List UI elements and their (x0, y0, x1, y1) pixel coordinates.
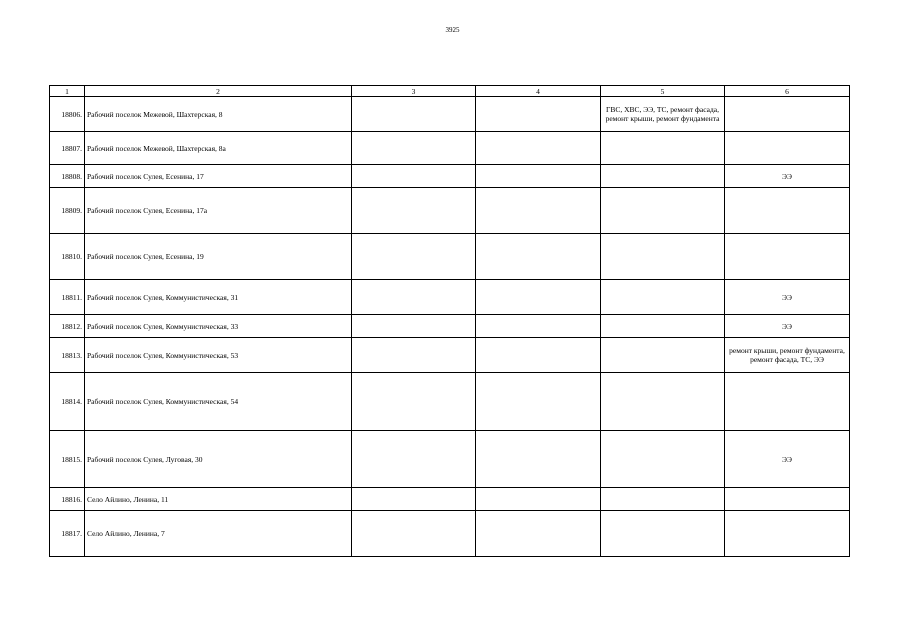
row-col4 (476, 373, 601, 431)
row-col4 (476, 188, 601, 234)
table-row (50, 338, 850, 373)
row-col6: ЭЭ (725, 165, 850, 188)
table-row (50, 315, 850, 338)
row-col6 (725, 188, 850, 234)
row-number: 18806. (50, 97, 85, 132)
table-row (50, 280, 850, 315)
column-header: 4 (476, 86, 601, 97)
table-row (50, 188, 850, 234)
row-number: 18810. (50, 234, 85, 280)
row-address: Рабочий поселок Сулея, Есенина, 17 (85, 165, 352, 188)
row-col5 (601, 165, 725, 188)
row-col4 (476, 511, 601, 557)
row-address: Рабочий поселок Сулея, Луговая, 30 (85, 431, 352, 488)
row-col3 (352, 431, 476, 488)
row-col6: ремонт крыши, ремонт фундамента, ремонт фасада, ТС, ЭЭ (725, 338, 850, 373)
row-col4 (476, 280, 601, 315)
row-col5 (601, 373, 725, 431)
row-col6: ЭЭ (725, 431, 850, 488)
row-col6 (725, 488, 850, 511)
table-row (50, 373, 850, 431)
row-col3 (352, 511, 476, 557)
row-col6 (725, 373, 850, 431)
row-col6: ЭЭ (725, 315, 850, 338)
row-col5 (601, 338, 725, 373)
row-col3 (352, 234, 476, 280)
row-number: 18811. (50, 280, 85, 315)
row-col3 (352, 188, 476, 234)
page-number: 3925 (445, 26, 460, 34)
row-col5 (601, 188, 725, 234)
row-col4 (476, 488, 601, 511)
row-address: Рабочий поселок Межевой, Шахтерская, 8а (85, 132, 352, 165)
row-col5: ГВС, ХВС, ЭЭ, ТС, ремонт фасада, ремонт крыши, ремонт фундамента (601, 97, 725, 132)
row-col6: ЭЭ (725, 280, 850, 315)
row-col6 (725, 234, 850, 280)
column-header: 3 (352, 86, 476, 97)
row-number: 18817. (50, 511, 85, 557)
column-header: 5 (601, 86, 725, 97)
row-col3 (352, 132, 476, 165)
table-row (50, 234, 850, 280)
column-header: 2 (85, 86, 352, 97)
row-col4 (476, 431, 601, 488)
row-address: Село Айлино, Ленина, 11 (85, 488, 352, 511)
row-number: 18809. (50, 188, 85, 234)
row-col5 (601, 511, 725, 557)
row-col3 (352, 165, 476, 188)
row-number: 18816. (50, 488, 85, 511)
row-col5 (601, 234, 725, 280)
row-address: Село Айлино, Ленина, 7 (85, 511, 352, 557)
row-number: 18808. (50, 165, 85, 188)
row-address: Рабочий поселок Сулея, Коммунистическая, 53 (85, 338, 352, 373)
row-number: 18815. (50, 431, 85, 488)
row-address: Рабочий поселок Сулея, Есенина, 19 (85, 234, 352, 280)
row-number: 18813. (50, 338, 85, 373)
row-address: Рабочий поселок Сулея, Коммунистическая, 31 (85, 280, 352, 315)
row-col4 (476, 165, 601, 188)
row-address: Рабочий поселок Сулея, Есенина, 17а (85, 188, 352, 234)
row-col3 (352, 315, 476, 338)
column-header: 1 (50, 86, 85, 97)
row-address: Рабочий поселок Межевой, Шахтерская, 8 (85, 97, 352, 132)
table-row (50, 165, 850, 188)
row-number: 18814. (50, 373, 85, 431)
table-row (50, 97, 850, 132)
row-col3 (352, 97, 476, 132)
row-number: 18807. (50, 132, 85, 165)
row-col6 (725, 132, 850, 165)
row-col5 (601, 315, 725, 338)
row-col5 (601, 431, 725, 488)
row-col5 (601, 488, 725, 511)
table-row (50, 132, 850, 165)
row-address: Рабочий поселок Сулея, Коммунистическая, 33 (85, 315, 352, 338)
row-col3 (352, 280, 476, 315)
row-col4 (476, 338, 601, 373)
row-col5 (601, 280, 725, 315)
row-address: Рабочий поселок Сулея, Коммунистическая, 54 (85, 373, 352, 431)
row-col3 (352, 373, 476, 431)
table-row (50, 488, 850, 511)
row-col5 (601, 132, 725, 165)
row-col4 (476, 315, 601, 338)
row-col4 (476, 132, 601, 165)
row-col3 (352, 488, 476, 511)
row-number: 18812. (50, 315, 85, 338)
table-row (50, 511, 850, 557)
row-col4 (476, 234, 601, 280)
row-col3 (352, 338, 476, 373)
header-row (50, 86, 850, 97)
row-col6 (725, 511, 850, 557)
column-header: 6 (725, 86, 850, 97)
address-table (49, 85, 850, 557)
row-col6 (725, 97, 850, 132)
table-row (50, 431, 850, 488)
row-col4 (476, 97, 601, 132)
